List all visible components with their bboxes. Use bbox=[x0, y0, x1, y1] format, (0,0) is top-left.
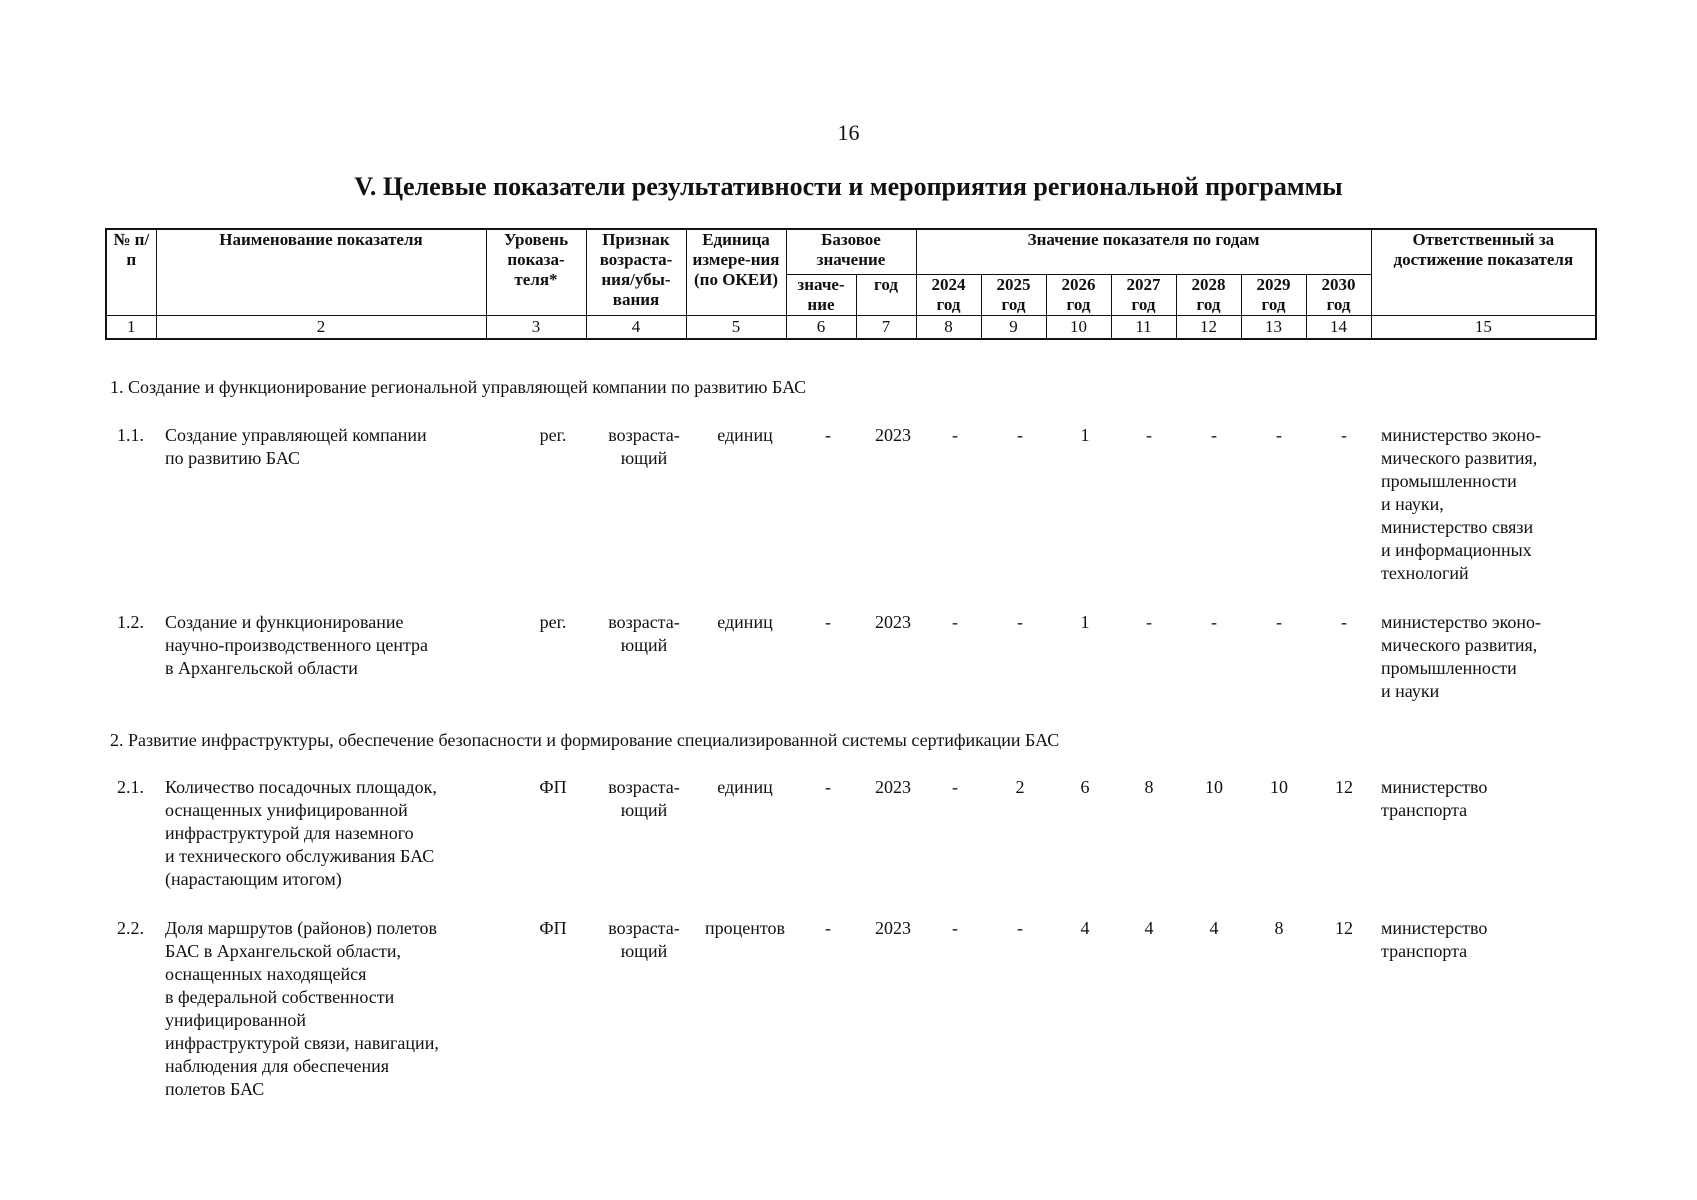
column-number: 12 bbox=[1176, 316, 1241, 340]
column-number: 4 bbox=[586, 316, 686, 340]
year-value: 6 bbox=[1080, 777, 1090, 797]
indicator-name: Количество посадочных площадок, оснащенных унифицированной инфраструктурой для наземного и технического обслуживания БАС (нарастающим итогом) bbox=[165, 777, 437, 889]
year-value: - bbox=[1276, 425, 1282, 445]
year-value: - bbox=[1146, 425, 1152, 445]
header-years-group: Значение показателя по годам bbox=[916, 229, 1371, 275]
row-number: 1.1. bbox=[117, 425, 144, 445]
year-value: - bbox=[952, 918, 958, 938]
indicator-sign: возраста- ющий bbox=[608, 425, 680, 468]
base-year: 2023 bbox=[875, 612, 911, 632]
header-name: Наименование показателя bbox=[156, 229, 486, 316]
header-base-year: год bbox=[856, 275, 916, 316]
header-year: 2025 год bbox=[981, 275, 1046, 316]
year-value: - bbox=[1017, 918, 1023, 938]
responsible: министерство транспорта bbox=[1381, 918, 1488, 961]
year-value: 2 bbox=[1015, 777, 1025, 797]
header-base-value: значе-ние bbox=[786, 275, 856, 316]
indicator-level: ФП bbox=[539, 918, 567, 938]
indicator-sign: возраста- ющий bbox=[608, 777, 680, 820]
indicator-level: рег. bbox=[539, 612, 567, 632]
year-value: 4 bbox=[1080, 918, 1090, 938]
base-value: - bbox=[825, 918, 831, 938]
section-title: 2. Развитие инфраструктуры, обеспечение безопасности и формирование специализированной системы сертификации БАС bbox=[110, 730, 1060, 750]
year-value: - bbox=[952, 777, 958, 797]
year-value: - bbox=[1276, 612, 1282, 632]
column-number: 15 bbox=[1371, 316, 1596, 340]
year-value: - bbox=[952, 612, 958, 632]
column-number: 1 bbox=[106, 316, 156, 340]
year-value: - bbox=[1146, 612, 1152, 632]
base-year: 2023 bbox=[875, 918, 911, 938]
header-responsible: Ответственный за достижение показателя bbox=[1371, 229, 1596, 316]
base-value: - bbox=[825, 612, 831, 632]
year-value: - bbox=[1341, 612, 1347, 632]
indicator-unit: единиц bbox=[717, 612, 773, 632]
year-value: 1 bbox=[1080, 612, 1090, 632]
header-unit: Единица измере-ния (по ОКЕИ) bbox=[686, 229, 786, 316]
base-year: 2023 bbox=[875, 425, 911, 445]
year-value: 12 bbox=[1335, 777, 1353, 797]
header-year: 2024 год bbox=[916, 275, 981, 316]
row-number: 2.2. bbox=[117, 918, 144, 938]
indicator-level: рег. bbox=[539, 425, 567, 445]
header-year: 2030 год bbox=[1306, 275, 1371, 316]
column-number: 13 bbox=[1241, 316, 1306, 340]
header-year: 2028 год bbox=[1176, 275, 1241, 316]
column-number: 3 bbox=[486, 316, 586, 340]
indicator-unit: единиц bbox=[717, 425, 773, 445]
indicator-name: Создание и функционирование научно-производственного центра в Архангельской области bbox=[165, 612, 429, 678]
indicator-name: Доля маршрутов (районов) полетов БАС в Архангельской области, оснащенных находящейся в федеральной собственности унифицированной инфраструктурой связи, навигации, наблюдения для обеспечения полетов БАС bbox=[165, 918, 439, 1099]
indicator-name: Создание управляющей компании по развитию БАС bbox=[165, 425, 427, 468]
base-value: - bbox=[825, 777, 831, 797]
responsible: министерство эконо- мического развития, промышленности и науки bbox=[1381, 612, 1542, 701]
year-value: 1 bbox=[1080, 425, 1090, 445]
indicator-level: ФП bbox=[539, 777, 567, 797]
indicator-sign: возраста- ющий bbox=[608, 612, 680, 655]
year-value: - bbox=[1341, 425, 1347, 445]
column-number: 6 bbox=[786, 316, 856, 340]
header-num: № п/п bbox=[106, 229, 156, 316]
indicator-unit: единиц bbox=[717, 777, 773, 797]
column-number: 7 bbox=[856, 316, 916, 340]
header-year: 2026 год bbox=[1046, 275, 1111, 316]
year-value: 10 bbox=[1205, 777, 1223, 797]
column-number: 2 bbox=[156, 316, 486, 340]
year-value: - bbox=[1017, 425, 1023, 445]
year-value: 4 bbox=[1209, 918, 1219, 938]
year-value: - bbox=[1211, 612, 1217, 632]
year-value: - bbox=[1017, 612, 1023, 632]
row-number: 1.2. bbox=[117, 612, 144, 632]
year-value: 10 bbox=[1270, 777, 1288, 797]
row-number: 2.1. bbox=[117, 777, 144, 797]
year-value: 8 bbox=[1144, 777, 1154, 797]
base-value: - bbox=[825, 425, 831, 445]
column-number: 10 bbox=[1046, 316, 1111, 340]
header-base: Базовое значение bbox=[786, 229, 916, 275]
header-level: Уровень показа-теля* bbox=[486, 229, 586, 316]
year-value: - bbox=[1211, 425, 1217, 445]
header-year: 2029 год bbox=[1241, 275, 1306, 316]
page-title: V. Целевые показатели результативности и мероприятия региональной программы bbox=[354, 172, 1343, 201]
column-number: 11 bbox=[1111, 316, 1176, 340]
column-number: 14 bbox=[1306, 316, 1371, 340]
indicators-table-header bbox=[105, 228, 1597, 340]
section-title: 1. Создание и функционирование региональной управляющей компании по развитию БАС bbox=[110, 377, 807, 397]
column-number: 9 bbox=[981, 316, 1046, 340]
responsible: министерство транспорта bbox=[1381, 777, 1488, 820]
indicator-unit: процентов bbox=[704, 918, 785, 938]
year-value: 8 bbox=[1274, 918, 1284, 938]
year-value: 12 bbox=[1335, 918, 1353, 938]
year-value: - bbox=[952, 425, 958, 445]
header-year: 2027 год bbox=[1111, 275, 1176, 316]
base-year: 2023 bbox=[875, 777, 911, 797]
page-number: 16 bbox=[837, 120, 860, 145]
year-value: 4 bbox=[1144, 918, 1154, 938]
column-number: 8 bbox=[916, 316, 981, 340]
responsible: министерство эконо- мического развития, промышленности и науки, министерство связи и информационных технологий bbox=[1381, 425, 1542, 583]
indicator-sign: возраста- ющий bbox=[608, 918, 680, 961]
header-sign: Признак возраста-ния/убы-вания bbox=[586, 229, 686, 316]
column-number: 5 bbox=[686, 316, 786, 340]
